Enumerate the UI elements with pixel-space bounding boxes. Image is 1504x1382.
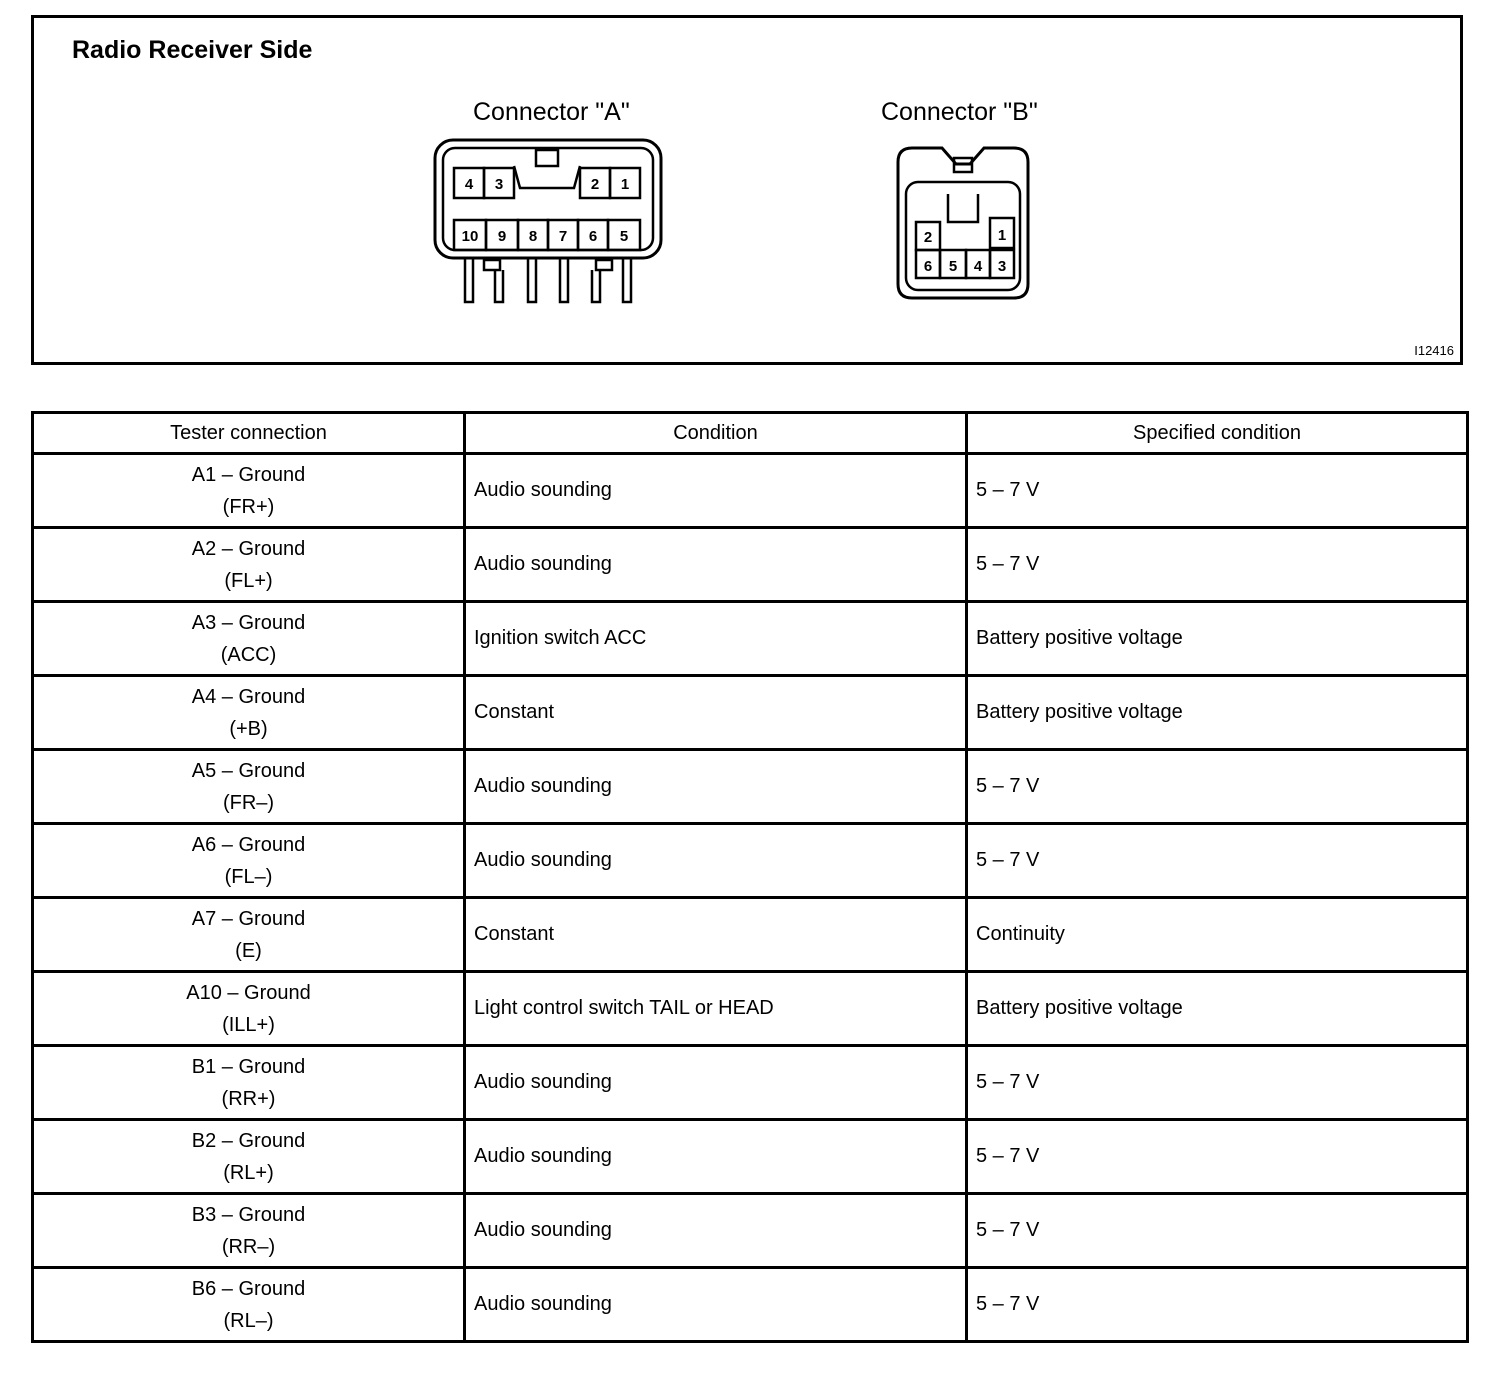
connector-b-diagram <box>892 142 1034 302</box>
signal-label: (ILL+) <box>222 1013 275 1036</box>
condition-cell: Audio sounding <box>465 750 967 824</box>
condition-cell: Audio sounding <box>465 528 967 602</box>
tester-connection-cell <box>33 676 465 750</box>
specification-table <box>31 411 1469 1343</box>
table-row <box>33 1120 1468 1194</box>
pin-b4: 4 <box>973 258 983 275</box>
pin-a4: 4 <box>464 176 474 193</box>
condition-cell: Audio sounding <box>465 824 967 898</box>
table-row <box>33 1046 1468 1120</box>
tester-connection-cell <box>33 1120 465 1194</box>
pin-a10: 10 <box>461 228 479 245</box>
pin-a5: 5 <box>619 228 629 245</box>
terminal-label: A3 – Ground <box>191 611 306 634</box>
signal-label: (FL–) <box>224 865 273 888</box>
specified-condition-cell: 5 – 7 V <box>967 454 1468 528</box>
pin-a1: 1 <box>620 176 630 193</box>
pin-a6: 6 <box>588 228 598 245</box>
header-tester-connection: Tester connection <box>33 413 465 454</box>
tester-connection-cell <box>33 972 465 1046</box>
table-row <box>33 454 1468 528</box>
signal-label: (RR–) <box>221 1235 276 1258</box>
terminal-label: B6 – Ground <box>191 1277 306 1300</box>
tester-connection-cell <box>33 824 465 898</box>
signal-label: (RL+) <box>223 1161 274 1184</box>
specified-condition-cell: 5 – 7 V <box>967 528 1468 602</box>
table-row <box>33 972 1468 1046</box>
table-row <box>33 528 1468 602</box>
signal-label: (FL+) <box>224 569 273 592</box>
table-row <box>33 898 1468 972</box>
specified-condition-cell: Battery positive voltage <box>967 676 1468 750</box>
connector-a-diagram <box>432 136 668 308</box>
figure-title: Radio Receiver Side <box>72 36 313 64</box>
specified-condition-cell: Battery positive voltage <box>967 602 1468 676</box>
tester-connection-cell <box>33 898 465 972</box>
figure-id: I12416 <box>1414 343 1454 358</box>
tester-connection-cell <box>33 528 465 602</box>
condition-cell: Audio sounding <box>465 1268 967 1342</box>
specified-condition-cell: 5 – 7 V <box>967 1194 1468 1268</box>
condition-cell: Light control switch TAIL or HEAD <box>465 972 967 1046</box>
connector-a-bottom-pins <box>454 220 640 250</box>
pin-b5: 5 <box>948 258 958 275</box>
signal-label: (+B) <box>229 717 268 740</box>
pin-a2: 2 <box>590 176 600 193</box>
specified-condition-cell: 5 – 7 V <box>967 1120 1468 1194</box>
specified-condition-cell: 5 – 7 V <box>967 1268 1468 1342</box>
tester-connection-cell <box>33 454 465 528</box>
pin-a9: 9 <box>497 228 507 245</box>
table-row <box>33 1194 1468 1268</box>
table-row <box>33 602 1468 676</box>
tester-connection-cell <box>33 1194 465 1268</box>
connector-b-label: Connector "B" <box>881 98 1038 126</box>
connector-a-label: Connector "A" <box>473 98 630 126</box>
condition-cell: Audio sounding <box>465 1046 967 1120</box>
signal-label: (FR–) <box>222 791 275 814</box>
condition-cell: Audio sounding <box>465 454 967 528</box>
condition-cell: Constant <box>465 898 967 972</box>
condition-cell: Audio sounding <box>465 1194 967 1268</box>
table-row <box>33 676 1468 750</box>
table-header-row <box>33 413 1468 454</box>
condition-cell: Ignition switch ACC <box>465 602 967 676</box>
terminal-label: A7 – Ground <box>191 907 306 930</box>
signal-label: (FR+) <box>222 495 275 518</box>
header-condition: Condition <box>465 413 967 454</box>
connector-figure <box>31 15 1463 365</box>
connector-b-pins <box>916 218 1014 278</box>
tester-connection-cell <box>33 602 465 676</box>
terminal-label: A1 – Ground <box>191 463 306 486</box>
specified-condition-cell: 5 – 7 V <box>967 824 1468 898</box>
terminal-label: B2 – Ground <box>191 1129 306 1152</box>
pin-b6: 6 <box>923 258 933 275</box>
specified-condition-cell: Continuity <box>967 898 1468 972</box>
specified-condition-cell: 5 – 7 V <box>967 1046 1468 1120</box>
tester-connection-cell <box>33 1046 465 1120</box>
terminal-label: A5 – Ground <box>191 759 306 782</box>
terminal-label: A10 – Ground <box>186 981 311 1004</box>
terminal-label: B1 – Ground <box>191 1055 306 1078</box>
condition-cell: Audio sounding <box>465 1120 967 1194</box>
table-row <box>33 750 1468 824</box>
tester-connection-cell <box>33 750 465 824</box>
signal-label: (RL–) <box>223 1309 274 1332</box>
pin-b3: 3 <box>997 258 1007 275</box>
header-specified-condition: Specified condition <box>967 413 1468 454</box>
pin-a8: 8 <box>528 228 538 245</box>
table-row <box>33 1268 1468 1342</box>
tester-connection-cell <box>33 1268 465 1342</box>
terminal-label: A6 – Ground <box>191 833 306 856</box>
pin-a3: 3 <box>494 176 504 193</box>
condition-cell: Constant <box>465 676 967 750</box>
specified-condition-cell: 5 – 7 V <box>967 750 1468 824</box>
table-row <box>33 824 1468 898</box>
signal-label: (RR+) <box>221 1087 276 1110</box>
specified-condition-cell: Battery positive voltage <box>967 972 1468 1046</box>
pin-b1: 1 <box>997 227 1007 244</box>
connector-a-top-pins <box>454 168 640 198</box>
signal-label: (ACC) <box>220 643 277 666</box>
signal-label: (E) <box>235 939 262 962</box>
terminal-label: A2 – Ground <box>191 537 306 560</box>
pin-b2: 2 <box>923 229 933 246</box>
terminal-label: A4 – Ground <box>191 685 306 708</box>
pin-a7: 7 <box>558 228 568 245</box>
terminal-label: B3 – Ground <box>191 1203 306 1226</box>
